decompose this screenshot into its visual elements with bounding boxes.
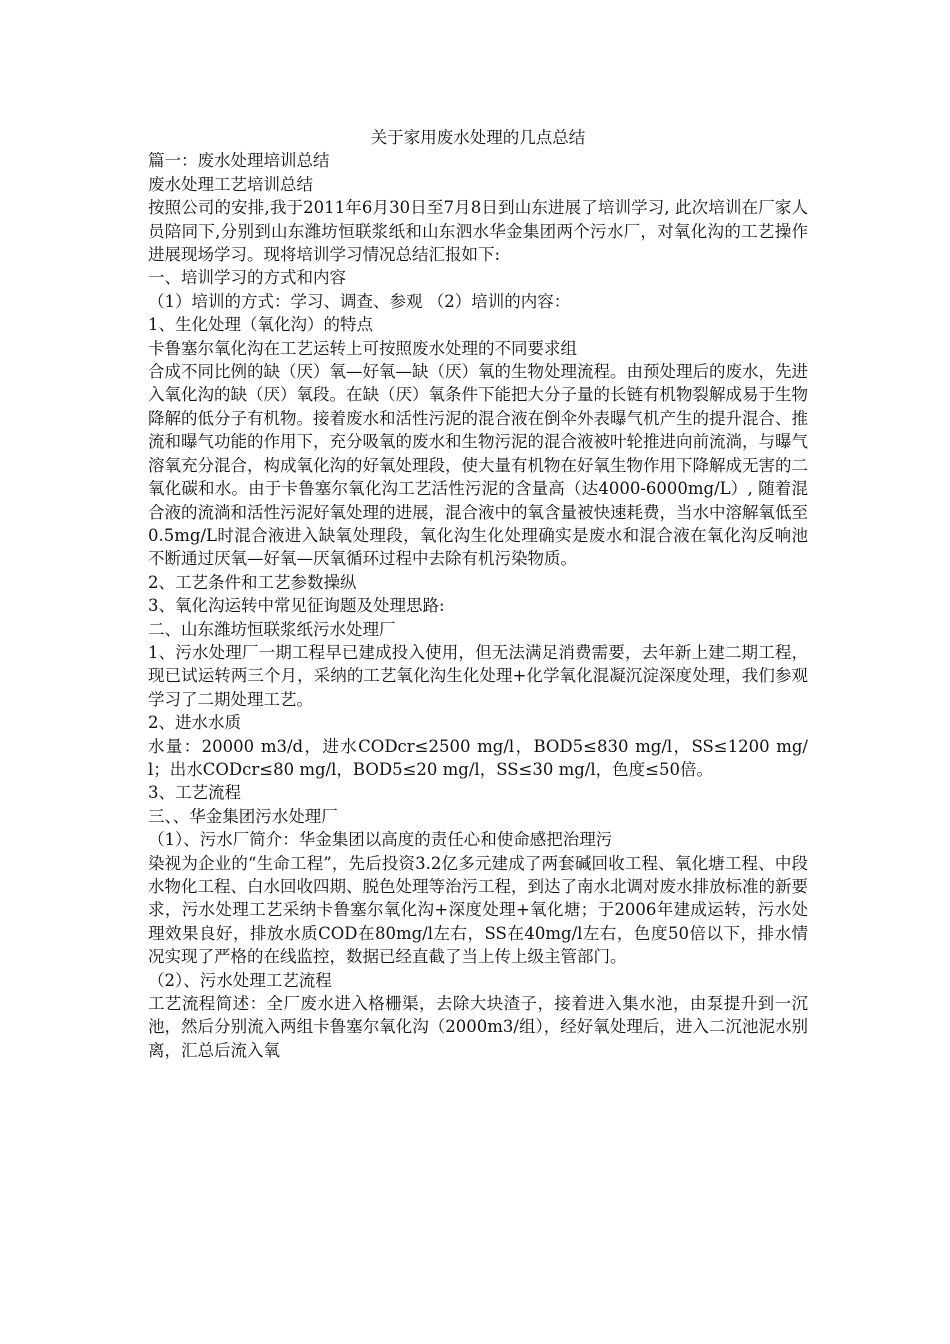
paragraph-intro: 按照公司的安排,我于2011年6月30日至7月8日到山东进展了培训学习, 此次培训在厂家人员陪同下,分别到山东潍坊恒联浆纸和山东泗水华金集团两个污水厂，对氧化沟的工艺操作进展现场学习。现将培训学习情况总结汇报如下: <box>148 198 808 265</box>
subtitle: 废水处理工艺培训总结 <box>148 174 313 194</box>
document-body <box>148 126 808 1062</box>
section-heading: 篇一：废水处理培训总结 <box>148 151 330 171</box>
paragraph-huajin-intro: （1）、污水厂简介：华金集团以高度的责任心和使命感把治理污 <box>148 830 613 850</box>
heading-process-conditions: 2、工艺条件和工艺参数操纵 <box>148 572 357 592</box>
paragraph-carrousel-intro: 卡鲁塞尔氧化沟在工艺运转上可按照废水处理的不同要求组 <box>148 338 577 358</box>
heading-huajin-flow: （2）、污水处理工艺流程 <box>148 970 332 990</box>
paragraph-carrousel-detail: 合成不同比例的缺（厌）氧—好氧—缺（厌）氧的生物处理流程。由预处理后的废水，先进入氧化沟的缺（厌）氧段。在缺（厌）氧条件下能把大分子量的长链有机物裂解成易于生物降解的低分子有机物。接着废水和活性污泥的混合液在倒伞外表曝气机产生的提升混合、推流和曝气功能的作用下，充分吸氧的废水和生物污泥的混合液被叶轮推进向前流淌，与曝气溶氧充分混合，构成氧化沟的好氧处理段，使大量有机物在好氧生物作用下降解成无害的二氧化碳和水。由于卡鲁塞尔氧化沟工艺活性污泥的含量高（达4000-6000mg/L）, 随着混合液的流淌和活性污泥好氧处理的进展，混合液中的氧含量被快速耗费，当水中溶解氧低至0.5mg/L时混合液进入缺氧处理段，氧化沟生化处理确实是废水和混合液在氧化沟反响池不断通过厌氧—好氧—厌氧循环过程中去除有机污染物质。 <box>148 362 808 569</box>
heading-influent-quality: 2、进水水质 <box>148 713 241 733</box>
paragraph-methods: （1）培训的方式：学习、调查、参观 （2）培训的内容： <box>148 291 571 311</box>
heading-common-issues: 3、氧化沟运转中常见征询题及处理思路: <box>148 596 445 616</box>
document-title: 关于家用废水处理的几点总结 <box>370 128 586 147</box>
heading-process-flow: 3、工艺流程 <box>148 783 241 803</box>
paragraph-henglian-project: 1、污水处理厂一期工程早已建成投入使用，但无法满足消费需要，去年新上建二期工程，现已试运转两三个月，采纳的工艺氧化沟生化处理+化学氧化混凝沉淀深度处理，我们参观学习了二期处理工艺。 <box>148 642 808 709</box>
paragraph-water-quality: 水量：20000 m3/d，进水CODcr≤2500 mg/l，BOD5≤830 mg/l，SS≤1200 mg/l；出水CODcr≤80 mg/l，BOD5≤20 mg/l，SS≤30 mg/l，色度≤50倍。 <box>148 736 808 779</box>
heading-training-methods: 一、培训学习的方式和内容 <box>148 268 346 288</box>
heading-biochemical: 1、生化处理（氧化沟）的特点 <box>148 315 373 335</box>
heading-henglian: 二、山东潍坊恒联浆纸污水处理厂 <box>148 619 396 639</box>
paragraph-flow-description: 工艺流程简述：全厂废水进入格栅渠，去除大块渣子，接着进入集水池，由泵提升到一沉池，然后分别流入两组卡鲁塞尔氧化沟（2000m3/组），经好氧处理后，进入二沉池泥水别离，汇总后流入氧 <box>148 994 808 1060</box>
paragraph-huajin-detail: 染视为企业的“生命工程”，先后投资3.2亿多元建成了两套碱回收工程、氧化塘工程、中段水物化工程、白水回收四期、脱色处理等治污工程，到达了南水北调对废水排放标准的新要求，污水处理工艺采纳卡鲁塞尔氧化沟+深度处理+氧化塘；于2006年建成运转，污水处理效果良好，排放水质COD在80mg/l左右，SS在40mg/l左右，色度50倍以下，排水情况实现了严格的在线监控，数据已经直截了当上传上级主管部门。 <box>148 853 808 967</box>
heading-huajin: 三、、华金集团污水处理厂 <box>148 806 338 826</box>
